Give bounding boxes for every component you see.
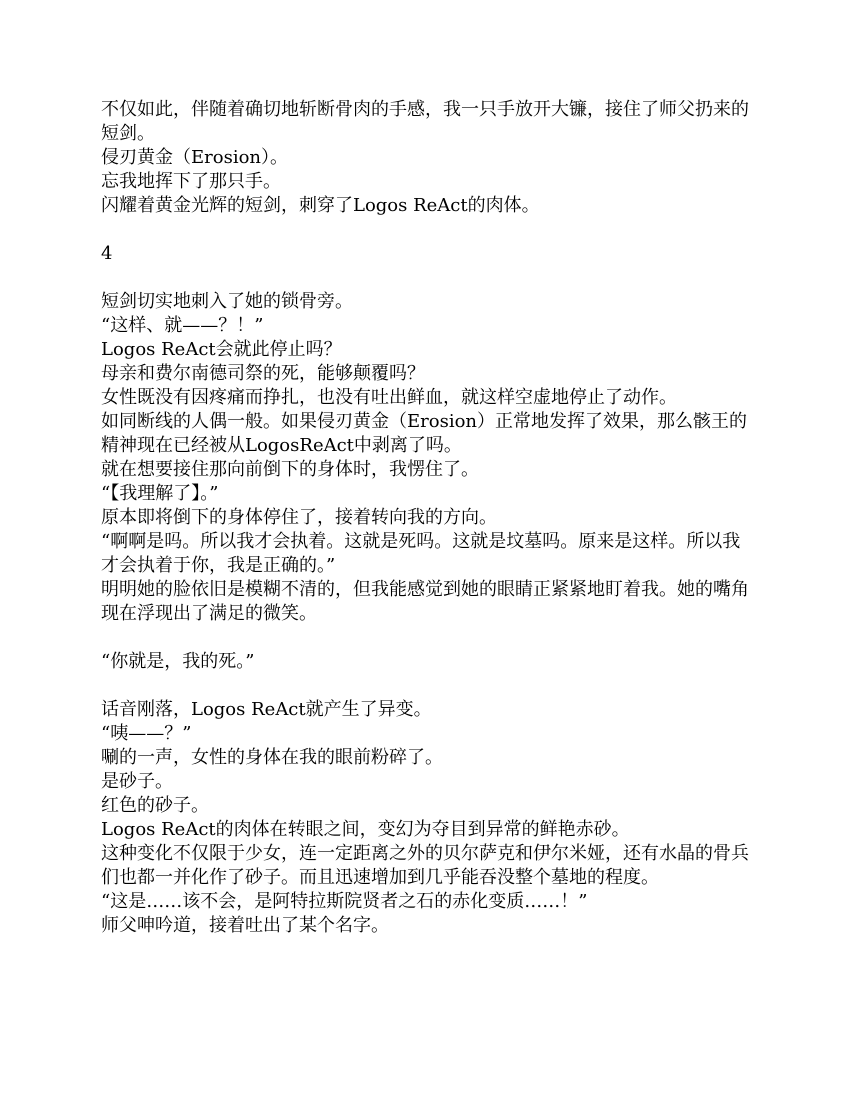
paragraph: 不仅如此，伴随着确切地斩断骨肉的手感，我一只手放开大镰，接住了师父扔来的短剑。 <box>101 99 749 144</box>
paragraph: 如同断线的人偶一般。如果侵刃黄金（Erosion）正常地发挥了效果，那么骸王的精神现在已经被从LogosReAct中剥离了吗。 <box>101 411 748 456</box>
paragraph: 话音刚落，Logos ReAct就产生了异变。 <box>101 699 432 720</box>
paragraph: 就在想要接住那向前倒下的身体时，我愣住了。 <box>101 459 479 480</box>
paragraph: 女性既没有因疼痛而挣扎，也没有吐出鲜血，就这样空虚地停止了动作。 <box>101 387 677 408</box>
paragraph: 是砂子。 <box>101 771 173 792</box>
paragraph: 侵刃黄金（Erosion）。 <box>101 147 289 168</box>
paragraph: 母亲和费尔南德司祭的死，能够颠覆吗？ <box>101 363 425 384</box>
section-number: 4 <box>101 243 113 264</box>
blank-line <box>101 218 751 242</box>
paragraph: “啊啊是吗。所以我才会执着。这就是死吗。这就是坟墓吗。原来是这样。所以我才会执着于你，我是正确的。” <box>101 531 741 576</box>
paragraph: Logos ReAct的肉体在转眼之间，变幻为夺目到异常的鲜艳赤砂。 <box>101 819 630 840</box>
paragraph: 忘我地挥下了那只手。 <box>101 171 281 192</box>
document-body <box>101 98 751 938</box>
paragraph: 唰的一声，女性的身体在我的眼前粉碎了。 <box>101 747 443 768</box>
blank-line <box>101 626 751 650</box>
paragraph: 师父呻吟道，接着吐出了某个名字。 <box>101 915 389 936</box>
paragraph: “这样、就——？！” <box>101 315 264 336</box>
paragraph: Logos ReAct会就此停止吗？ <box>101 339 342 360</box>
paragraph: 原本即将倒下的身体停住了，接着转向我的方向。 <box>101 507 497 528</box>
paragraph: “这是……该不会，是阿特拉斯院贤者之石的赤化变质……！” <box>101 891 588 912</box>
paragraph: “你就是，我的死。” <box>101 651 255 672</box>
paragraph: 闪耀着黄金光辉的短剑，刺穿了Logos ReAct的肉体。 <box>101 195 540 216</box>
paragraph: 短剑切实地刺入了她的锁骨旁。 <box>101 291 353 312</box>
paragraph: 这种变化不仅限于少女，连一定距离之外的贝尔萨克和伊尔米娅，还有水晶的骨兵们也都一并化作了砂子。而且迅速增加到几乎能吞没整个墓地的程度。 <box>101 843 749 888</box>
paragraph: “咦——？” <box>101 723 192 744</box>
paragraph: “【我理解了】。” <box>101 483 219 504</box>
blank-line <box>101 266 751 290</box>
paragraph: 明明她的脸依旧是模糊不清的，但我能感觉到她的眼睛正紧紧地盯着我。她的嘴角现在浮现出了满足的微笑。 <box>101 579 749 624</box>
blank-line <box>101 674 751 698</box>
paragraph: 红色的砂子。 <box>101 795 209 816</box>
